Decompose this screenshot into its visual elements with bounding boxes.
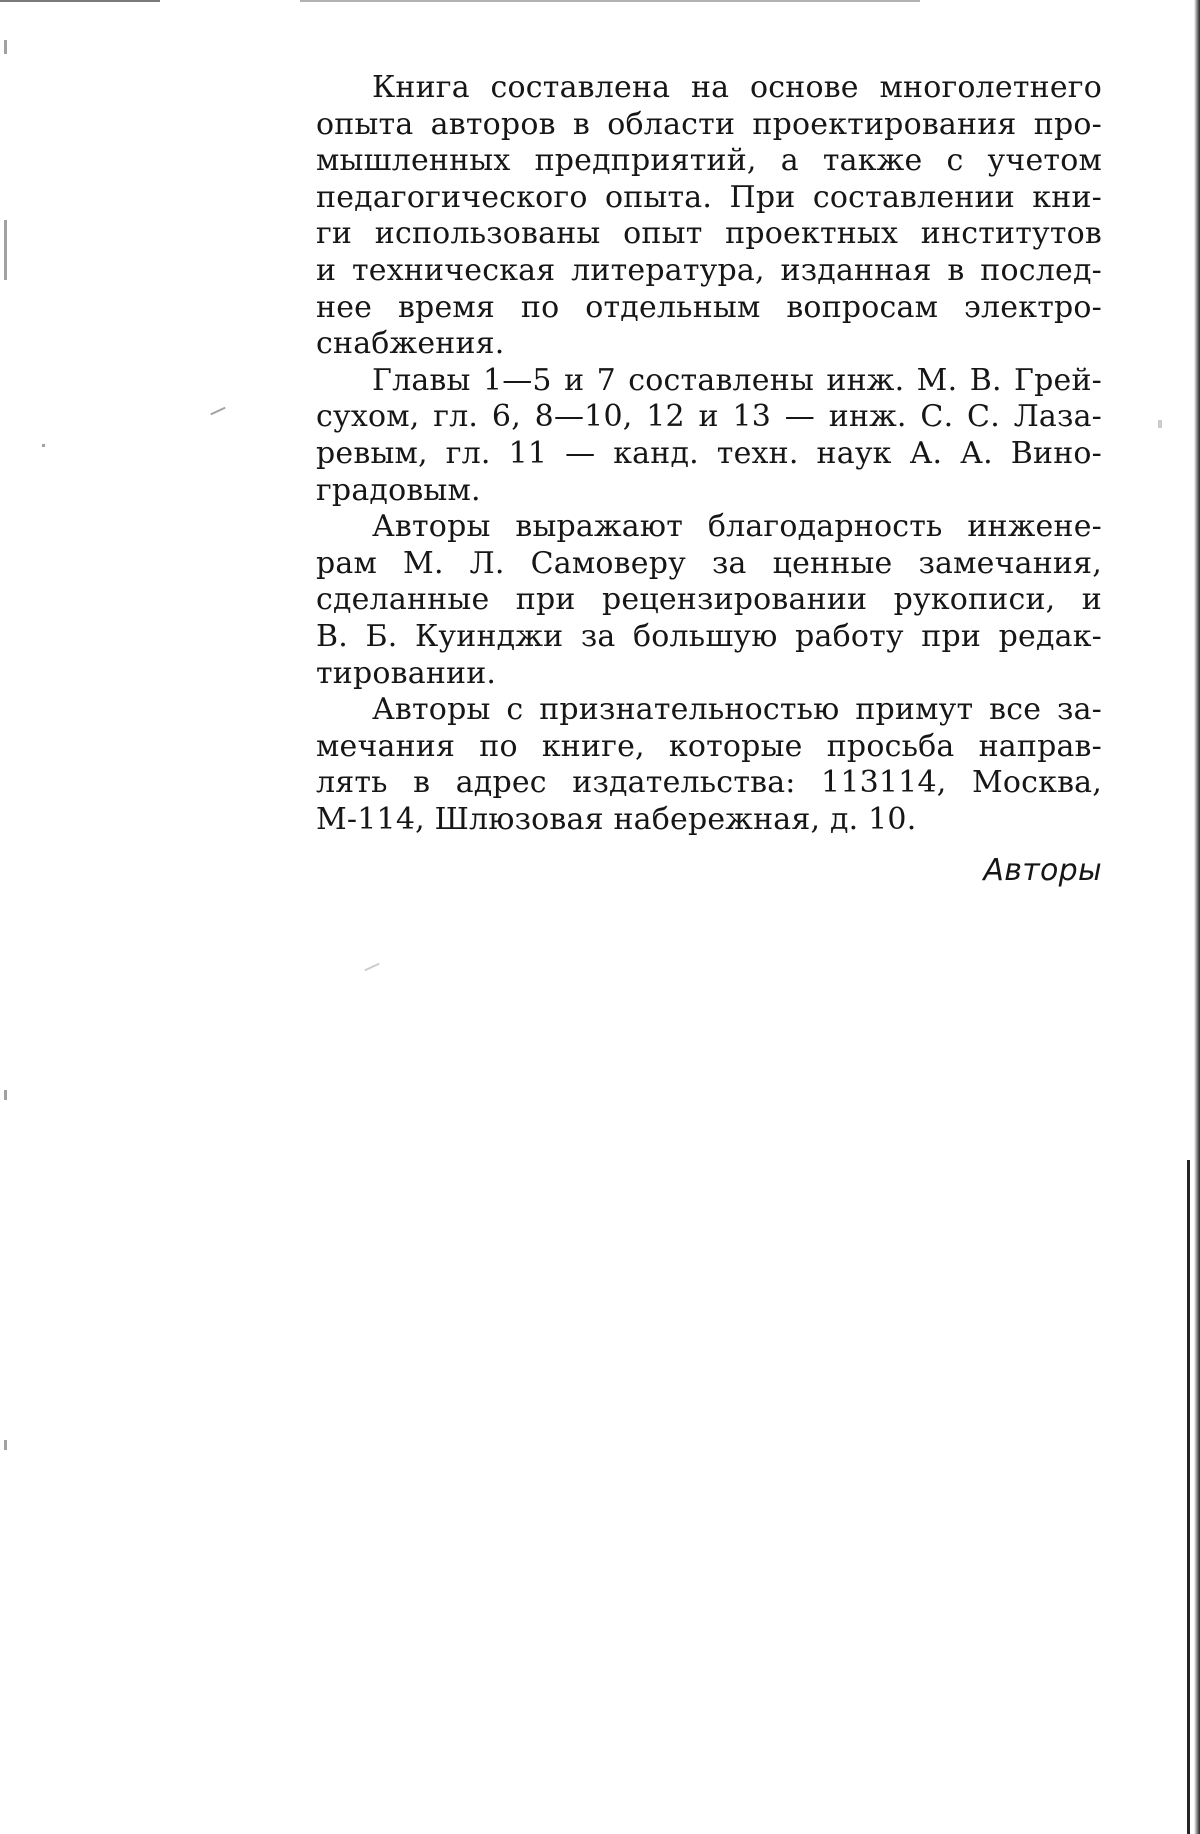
text-line: мышленных предприятий, а также с учетом xyxy=(316,143,1102,179)
text-line: нее время по отдельным вопросам электро- xyxy=(316,289,1102,325)
scan-artifact-top-left xyxy=(0,0,160,2)
scan-speck-1 xyxy=(210,407,225,416)
scan-artifact-right-shadow xyxy=(1187,1160,1190,1834)
scan-speck-3 xyxy=(364,963,379,972)
text-line: снабжения. xyxy=(316,326,505,362)
scan-speck-2 xyxy=(42,444,45,447)
signature: Авторы xyxy=(983,853,1102,888)
scan-artifact-left-3 xyxy=(4,1090,7,1100)
scan-speck-4 xyxy=(1158,420,1162,428)
text-line: Авторы выражают благодарность инжене- xyxy=(372,509,1102,545)
text-line: мечания по книге, которые просьба направ- xyxy=(316,728,1102,764)
text-line: М-114, Шлюзовая набережная, д. 10. xyxy=(316,801,917,837)
scan-artifact-left-4 xyxy=(4,1440,7,1450)
paragraph-2 xyxy=(316,363,1102,509)
paragraph-1 xyxy=(316,70,1102,363)
scan-artifact-top-center xyxy=(300,0,920,2)
text-line: Авторы с признательностью примут все за- xyxy=(372,692,1102,728)
text-line: В. Б. Куинджи за большую работу при редак- xyxy=(316,618,1102,654)
scan-artifact-right-edge xyxy=(1194,0,1200,1834)
text-line: педагогического опыта. При составлении кни- xyxy=(316,179,1102,215)
paragraph-3 xyxy=(316,509,1102,692)
paragraph-4 xyxy=(316,692,1102,838)
text-line: тировании. xyxy=(316,655,497,691)
text-line: сухом, гл. 6, 8—10, 12 и 13 — инж. С. С. Лаза- xyxy=(316,399,1102,435)
text-line: градовым. xyxy=(316,472,481,508)
text-line: лять в адрес издательства: 113114, Москва, xyxy=(316,765,1102,801)
text-line: Главы 1—5 и 7 составлены инж. М. В. Грей- xyxy=(372,362,1102,398)
text-line: и техническая литература, изданная в послед- xyxy=(316,252,1102,288)
text-line: Книга составлена на основе многолетнего xyxy=(372,70,1102,105)
text-line: опыта авторов в области проектирования про- xyxy=(316,106,1102,142)
text-line: ревым, гл. 11 — канд. техн. наук А. А. Вино- xyxy=(316,435,1102,471)
text-line: ги использованы опыт проектных институтов xyxy=(316,216,1102,252)
scan-artifact-left-2 xyxy=(4,220,7,280)
scan-artifact-left-1 xyxy=(4,40,7,54)
text-line: рам М. Л. Самоверу за ценные замечания, xyxy=(316,545,1102,581)
preface-text xyxy=(316,70,1102,838)
text-line: сделанные при рецензировании рукописи, и xyxy=(316,582,1102,618)
